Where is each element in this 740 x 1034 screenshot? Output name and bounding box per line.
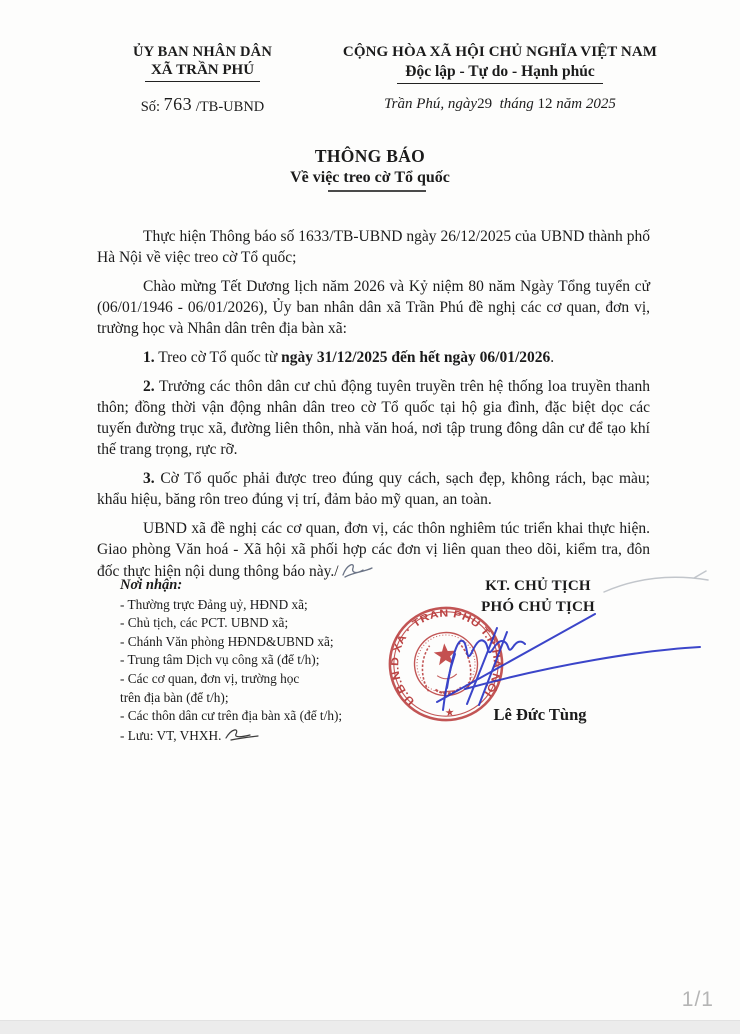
recipient-line: - Các thôn dân cư trên địa bàn xã (để t/h); bbox=[120, 708, 343, 724]
dateline-month: 12 bbox=[537, 96, 553, 112]
item-2 bbox=[97, 376, 650, 460]
title-underline bbox=[328, 190, 426, 192]
recipient-line: - Chủ tịch, các PCT. UBND xã; bbox=[120, 615, 289, 631]
document-subtitle: Về việc treo cờ Tổ quốc bbox=[290, 169, 450, 186]
recipient-line: - Các cơ quan, đơn vị, trường học bbox=[120, 670, 300, 686]
national-motto-block bbox=[325, 44, 675, 113]
handwritten-signature bbox=[415, 592, 725, 722]
recipients-block bbox=[120, 576, 395, 745]
item-1-text: Treo cờ Tổ quốc từ bbox=[154, 349, 282, 366]
dateline-word-month bbox=[492, 96, 500, 112]
recipient-archive: - Lưu: VT, VHXH. bbox=[120, 727, 222, 743]
seal-bottom-star: ★ bbox=[444, 706, 456, 720]
authority-line2: XÃ TRẦN PHÚ bbox=[145, 61, 260, 82]
item-1-dates: ngày 31/12/2025 đến hết ngày 06/01/2026 bbox=[281, 349, 551, 366]
authority-line1: ỦY BAN NHÂN DÂN bbox=[132, 44, 272, 60]
item-2-text: Trưởng các thôn dân cư chủ động tuyên truyền trên hệ thống loa truyền thanh thôn; đồng thời vận động nhân dân treo cờ Tổ quốc tại hộ gia đình, đặc biệt dọc các tuyến đường trục xã, đường liên thôn, nhà văn hoá, nơi tập trung đông dân cư để tạo khí thế trang trọng, rực rỡ. bbox=[97, 378, 650, 458]
issuing-authority-block bbox=[100, 44, 305, 116]
closing-text: UBND xã đề nghị các cơ quan, đơn vị, các thôn nghiêm túc triển khai thực hiện. Giao phòng Văn hoá - Xã hội xã phối hợp các đơn vị liên quan theo dõi, kiểm tra, đôn đốc thực hiện nội dung thông báo này./ bbox=[97, 520, 650, 580]
paragraph-closing bbox=[97, 518, 650, 582]
doc-number-suffix: /TB-UBND bbox=[192, 99, 265, 115]
recipient-line: - Thường trực Đảng uỷ, HĐND xã; bbox=[120, 596, 308, 612]
item-1 bbox=[97, 347, 650, 368]
national-title: CỘNG HÒA XÃ HỘI CHỦ NGHĨA VIỆT NAM bbox=[342, 44, 658, 60]
item-3-text: Cờ Tổ quốc phải được treo đúng quy cách, sạch đẹp, không rách, bạc màu; khẩu hiệu, băng rôn treo đúng vị trí, đảm bảo mỹ quan, an toàn. bbox=[97, 470, 650, 508]
national-motto: Độc lập - Tự do - Hạnh phúc bbox=[397, 61, 602, 84]
page-number-indicator: 1/1 bbox=[681, 988, 714, 1011]
seal-circular-text: U.B.N.D XÃ · TRẦN PHÚ T.P HÀ NỘI bbox=[390, 608, 502, 707]
item-3-number: 3. bbox=[143, 470, 155, 487]
dateline-day: 29 bbox=[477, 96, 493, 112]
document-title: THÔNG BÁO bbox=[314, 146, 426, 166]
document-body bbox=[97, 226, 650, 590]
paragraph-occasion: Chào mừng Tết Dương lịch năm 2026 và Kỷ niệm 80 năm Ngày Tổng tuyển cử (06/01/1946 - 06/01/2026), Ủy ban nhân dân xã Trần Phú đề nghị các cơ quan, đơn vị, trường học và Nhân dân trên địa bàn xã: bbox=[97, 278, 650, 337]
recipient-line: trên địa bàn (để t/h); bbox=[120, 689, 229, 705]
dateline-thang: tháng bbox=[499, 96, 534, 112]
recipient-line: - Trung tâm Dịch vụ công xã (để t/h); bbox=[120, 652, 320, 668]
item-1-number: 1. bbox=[143, 349, 155, 366]
recipients-label: Nơi nhận: bbox=[120, 577, 183, 593]
paragraph-basis: Thực hiện Thông báo số 1633/TB-UBND ngày 26/12/2025 của UBND thành phố Hà Nội về việc treo cờ Tổ quốc; bbox=[97, 228, 650, 266]
place-date-line bbox=[325, 96, 675, 113]
document-title-block bbox=[0, 146, 740, 192]
doc-number-label: Số: bbox=[140, 99, 161, 115]
handwritten-clerk-initial bbox=[222, 726, 260, 744]
viewer-bottom-bar bbox=[0, 1020, 740, 1034]
doc-number-value: 763 bbox=[163, 94, 193, 114]
signer-name: Lê Đức Tùng bbox=[493, 705, 587, 724]
signature-title-1: KT. CHỦ TỊCH bbox=[485, 578, 591, 594]
document-number bbox=[100, 95, 305, 116]
dateline-place: Trần Phú, ngày bbox=[384, 96, 478, 112]
recipient-line: - Chánh Văn phòng HĐND&UBND xã; bbox=[120, 633, 334, 649]
dateline-nam: năm bbox=[556, 96, 583, 112]
item-3 bbox=[97, 468, 650, 510]
item-1-end: . bbox=[550, 349, 555, 366]
signature-title-2: PHÓ CHỦ TỊCH bbox=[481, 599, 595, 615]
recipient-line bbox=[120, 726, 395, 746]
item-2-number: 2. bbox=[143, 378, 155, 395]
dateline-year: 2025 bbox=[585, 96, 616, 112]
